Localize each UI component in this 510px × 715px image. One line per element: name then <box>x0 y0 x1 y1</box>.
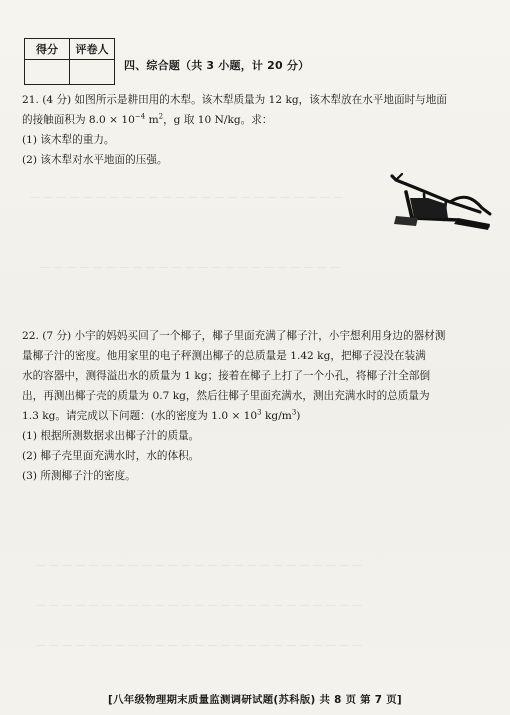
wooden-plow-figure <box>388 168 494 234</box>
question-21 <box>22 90 492 170</box>
q22-line5-exponent: 3 <box>257 408 262 417</box>
bleed-through-text: — — — — — — — — — — — — — — — — — — — — — — — — <box>30 192 344 203</box>
q22-line4: 出，再测出椰子壳的质量为 0.7 kg，然后往椰子里面充满水，测出充满水时的总质量为 <box>22 390 430 402</box>
bleed-through-text: — — — — — — — — — — — — — — — — — — — — — — — — — <box>36 600 363 611</box>
q22-line5-unit-exponent: 3 <box>291 408 297 417</box>
score-table <box>24 38 115 85</box>
reviewer-header: 评卷人 <box>70 39 115 60</box>
q21-sub2: (2) 该木犁对水平地面的压强。 <box>22 154 168 166</box>
q21-line2-unit-exponent: 2 <box>158 112 164 121</box>
q22-line5-unit: kg/m <box>261 410 292 422</box>
q21-line2-unit: m <box>145 114 159 126</box>
score-cell <box>25 60 70 85</box>
bleed-through-text: — — — — — — — — — — — — — — — — — — — — — — — — — <box>36 640 363 651</box>
q21-line2-pre: 的接触面积为 8.0 × 10 <box>22 114 135 126</box>
q22-line2: 量椰子汁的密度。他用家里的电子秤测出椰子的总质量是 1.42 kg，把椰子浸没在装满 <box>22 350 426 362</box>
q22-sub3: (3) 所测椰子汁的密度。 <box>22 470 136 482</box>
q22-line1: 22. (7 分) 小宇的妈妈买回了一个椰子，椰子里面充满了椰子汁，小宇想利用身边的器材测 <box>22 330 446 342</box>
q22-sub2: (2) 椰子壳里面充满水时，水的体积。 <box>22 450 200 462</box>
q21-line2-exponent: −4 <box>134 112 146 121</box>
q21-line2-post: ，g 取 10 N/kg。求： <box>163 114 273 126</box>
q22-line5-pre: 1.3 kg。请完成以下问题：(水的密度为 1.0 × 10 <box>22 410 258 422</box>
q22-line3: 水的容器中，测得溢出水的质量为 1 kg；接着在椰子上打了一个小孔，将椰子汁全部倒 <box>22 370 431 382</box>
bleed-through-text: — — — — — — — — — — — — — — — — — — — — — — — <box>40 262 340 273</box>
question-22 <box>22 326 492 486</box>
q21-line2 <box>22 110 492 130</box>
section-title: 四、综合题（共 3 小题，计 20 分） <box>124 59 310 72</box>
q22-sub1: (1) 根据所测数据求出椰子汁的质量。 <box>22 430 200 442</box>
page-footer: [八年级物理期末质量监测调研试题(苏科版) 共 8 页 第 7 页] <box>108 694 402 706</box>
reviewer-cell <box>70 60 115 85</box>
q21-line1: 21. (4 分) 如图所示是耕田用的木犁。该木犁质量为 12 kg，该木犁放在水平地面时与地面 <box>22 94 447 106</box>
q22-line5-post: ) <box>296 410 301 422</box>
bleed-through-text: — — — — — — — — — — — — — — — — — — — — — — — — — <box>36 560 363 571</box>
q21-sub1: (1) 该木犁的重力。 <box>22 134 115 146</box>
q22-line5 <box>22 406 492 426</box>
score-header: 得分 <box>25 39 70 60</box>
